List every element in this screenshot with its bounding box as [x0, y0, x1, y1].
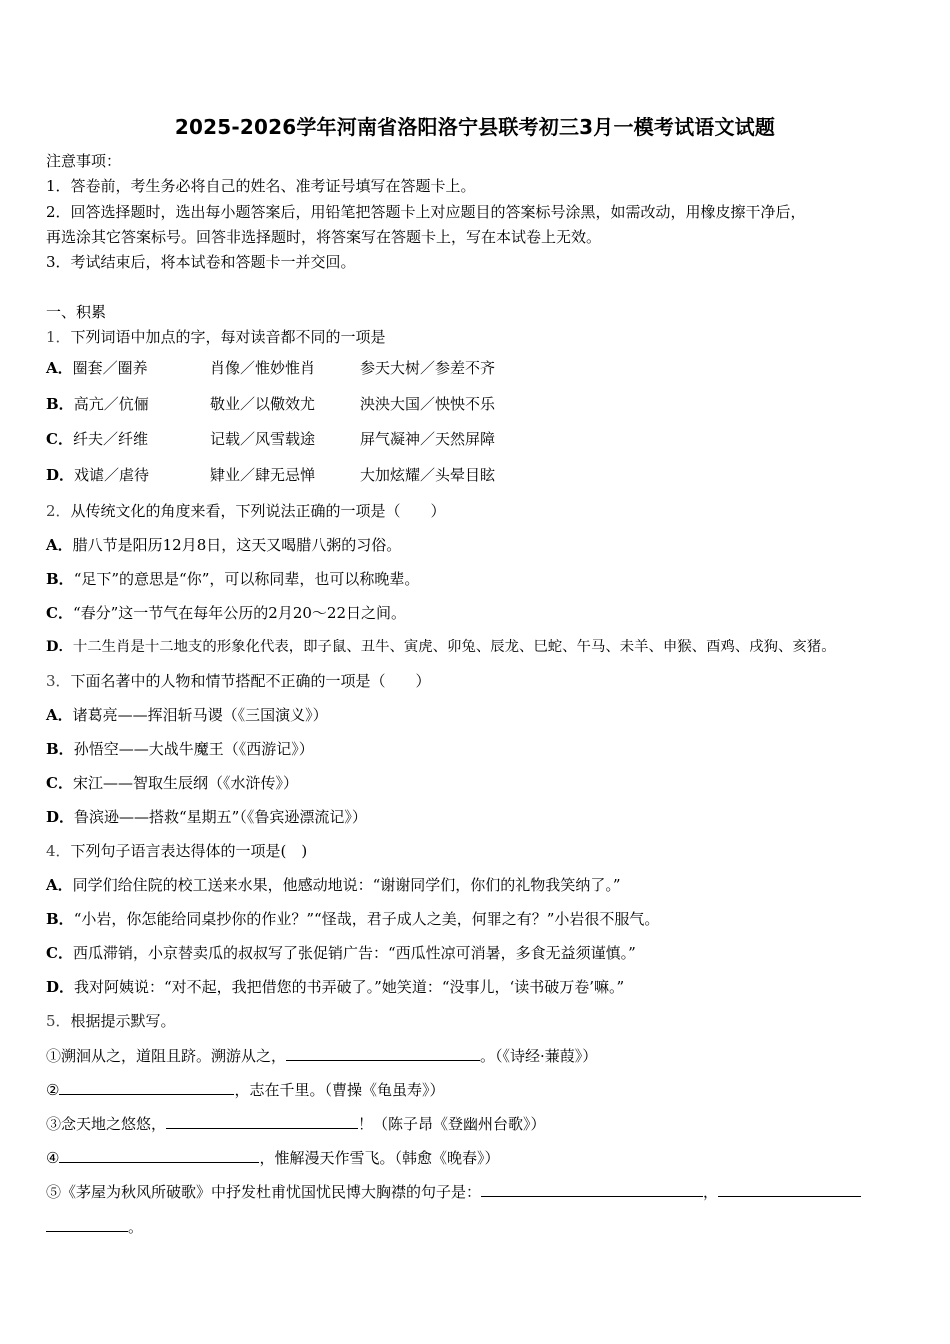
option-text: 孙悟空——大战牛魔王（《西游记》）	[73, 740, 314, 758]
q1-option-c	[46, 429, 148, 449]
dictation-prompt: ①溯洄从之，道阻且跻。溯游从之，	[46, 1047, 287, 1065]
option-text: 鲁滨逊——搭救“星期五”（《鲁宾逊漂流记》）	[74, 808, 367, 826]
dictation-prompt: ⑤《茅屋为秋风所破歌》中抒发杜甫忧国忧民博大胸襟的句子是：	[46, 1183, 482, 1201]
answer-blank[interactable]	[166, 1113, 358, 1129]
question-number: 3．	[46, 672, 71, 690]
q3-option-a	[46, 705, 328, 725]
q1-option-a-col-3: 参天大树／参差不齐	[360, 359, 496, 377]
option-text: 西瓜滞销，小京替卖瓜的叔叔写了张促销广告：“西瓜性凉可消暑，多食无益须谨慎。”	[72, 944, 636, 962]
q4-option-d	[46, 977, 624, 997]
question-2	[46, 501, 446, 521]
dictation-prompt: ②	[46, 1081, 60, 1099]
answer-blank[interactable]	[59, 1079, 234, 1095]
option-label: D．	[46, 978, 75, 996]
option-col-1: 戏谑／虐待	[74, 466, 150, 484]
q2-option-b	[46, 569, 419, 589]
answer-blank[interactable]	[718, 1181, 861, 1197]
q1-option-d-col-2: 肄业／肆无忌惮	[210, 466, 316, 484]
q1-option-d	[46, 465, 149, 485]
answer-blank[interactable]	[46, 1216, 128, 1232]
question-4	[46, 841, 307, 861]
option-text: “春分”这一节气在每年公历的2月20～22日之间。	[72, 604, 407, 622]
notice-item-2-cont: 再选涂其它答案标号。回答非选择题时，将答案写在答题卡上，写在本试卷上无效。	[46, 228, 602, 246]
question-number: 2．	[46, 502, 71, 520]
q1-option-a-col-2: 肖像／惟妙惟肖	[210, 359, 316, 377]
q2-option-a	[46, 535, 401, 555]
question-stem: 从传统文化的角度来看，下列说法正确的一项是（ ）	[70, 502, 446, 520]
question-stem: 根据提示默写。	[70, 1012, 176, 1030]
q1-option-b	[46, 394, 149, 414]
option-label: C．	[46, 430, 73, 448]
q1-option-b-col-2: 敬业／以儆效尤	[210, 395, 316, 413]
question-stem: 下列句子语言表达得体的一项是( )	[70, 842, 308, 860]
option-label: C．	[46, 604, 73, 622]
q2-option-d	[46, 637, 836, 657]
dictation-item-2	[46, 1079, 444, 1100]
question-number: 5．	[46, 1012, 71, 1030]
option-text: 我对阿姨说：“对不起，我把借您的书弄破了。”她笑道：“没事儿，‘读书破万卷’嘛。”	[74, 978, 625, 996]
option-label: C．	[46, 944, 73, 962]
option-text: 同学们给住院的校工送来水果，他感动地说：“谢谢同学们，你们的礼物我笑纳了。”	[72, 876, 621, 894]
option-text: “足下”的意思是“你”，可以称同辈，也可以称晚辈。	[73, 570, 420, 588]
option-label: D．	[46, 808, 75, 826]
dictation-item-5	[46, 1181, 861, 1202]
option-text: 诸葛亮——挥泪斩马谡（《三国演义》）	[72, 706, 328, 724]
dictation-source: ！（陈子昂《登幽州台歌》）	[358, 1115, 546, 1133]
q1-option-a	[46, 358, 148, 378]
question-3	[46, 671, 431, 691]
dictation-item-1	[46, 1045, 597, 1066]
option-label: A．	[46, 706, 73, 724]
notice-item-3: 3．考试结束后，将本试卷和答题卡一并交回。	[46, 253, 356, 271]
option-col-1: 高亢／伉俪	[73, 395, 149, 413]
q1-option-c-col-3: 屏气凝神／天然屏障	[360, 430, 496, 448]
q3-option-d	[46, 807, 367, 827]
option-col-1: 圈套／圈养	[72, 359, 148, 377]
answer-blank[interactable]	[59, 1147, 259, 1163]
option-text: 宋江——智取生辰纲（《水浒传》）	[72, 774, 298, 792]
question-stem: 下面名著中的人物和情节搭配不正确的一项是（ ）	[70, 672, 431, 690]
q3-option-b	[46, 739, 314, 759]
option-col-1: 纤夫／纤维	[72, 430, 148, 448]
dictation-source: ，惟解漫天作雪飞。（韩愈《晚春》）	[259, 1149, 500, 1167]
dictation-end: 。	[128, 1218, 144, 1236]
dictation-item-4	[46, 1147, 499, 1168]
dictation-source: 。（《诗经·蒹葭》）	[480, 1047, 598, 1065]
question-number: 4．	[46, 842, 71, 860]
notice-heading: 注意事项：	[46, 152, 122, 170]
option-label: D．	[46, 638, 73, 655]
option-text: “小岩，你怎能给同桌抄你的作业？”“怪哉，君子成人之美，何罪之有？”小岩很不服气。	[73, 910, 660, 928]
option-label: C．	[46, 774, 73, 792]
dictation-source: ，志在千里。（曹操《龟虽寿》）	[234, 1081, 445, 1099]
dictation-prompt: ③念天地之悠悠，	[46, 1115, 167, 1133]
option-label: B．	[46, 740, 74, 758]
answer-blank[interactable]	[481, 1181, 703, 1197]
option-text: 十二生肖是十二地支的形象化代表，即子鼠、丑牛、寅虎、卯兔、辰龙、巳蛇、午马、未羊、申猴、酉鸡、戌狗、亥猪。	[72, 639, 836, 655]
answer-blank[interactable]	[286, 1045, 480, 1061]
q4-option-b	[46, 909, 659, 929]
dictation-item-3	[46, 1113, 546, 1134]
dictation-separator: ，	[703, 1183, 719, 1201]
question-1	[46, 327, 386, 347]
question-5	[46, 1011, 176, 1031]
dictation-prompt: ④	[46, 1149, 60, 1167]
q4-option-c	[46, 943, 636, 963]
option-label: A．	[46, 876, 73, 894]
option-label: A．	[46, 536, 73, 554]
exam-title: 2025-2026学年河南省洛阳洛宁县联考初三3月一模考试语文试题	[174, 115, 776, 139]
option-label: A．	[46, 359, 73, 377]
option-label: B．	[46, 910, 74, 928]
option-text: 腊八节是阳历12月8日，这天又喝腊八粥的习俗。	[72, 536, 402, 554]
q3-option-c	[46, 773, 298, 793]
q1-option-c-col-2: 记载／风雪载途	[210, 430, 316, 448]
q1-option-d-col-3: 大加炫耀／头晕目眩	[360, 466, 496, 484]
notice-item-1: 1．答卷前，考生务必将自己的姓名、准考证号填写在答题卡上。	[46, 177, 476, 195]
question-stem: 下列词语中加点的字，每对读音都不同的一项是	[70, 328, 386, 346]
option-label: D．	[46, 466, 75, 484]
section-heading: 一、积累	[46, 303, 107, 321]
notice-item-2: 2．回答选择题时，选出每小题答案后，用铅笔把答题卡上对应题目的答案标号涂黑，如需改动，用橡皮擦干净后，	[46, 203, 806, 221]
dictation-item-5-cont	[46, 1216, 143, 1237]
option-label: B．	[46, 395, 74, 413]
question-number: 1．	[46, 328, 71, 346]
option-label: B．	[46, 570, 74, 588]
q2-option-c	[46, 603, 406, 623]
q4-option-a	[46, 875, 620, 895]
q1-option-b-col-3: 泱泱大国／怏怏不乐	[360, 395, 496, 413]
